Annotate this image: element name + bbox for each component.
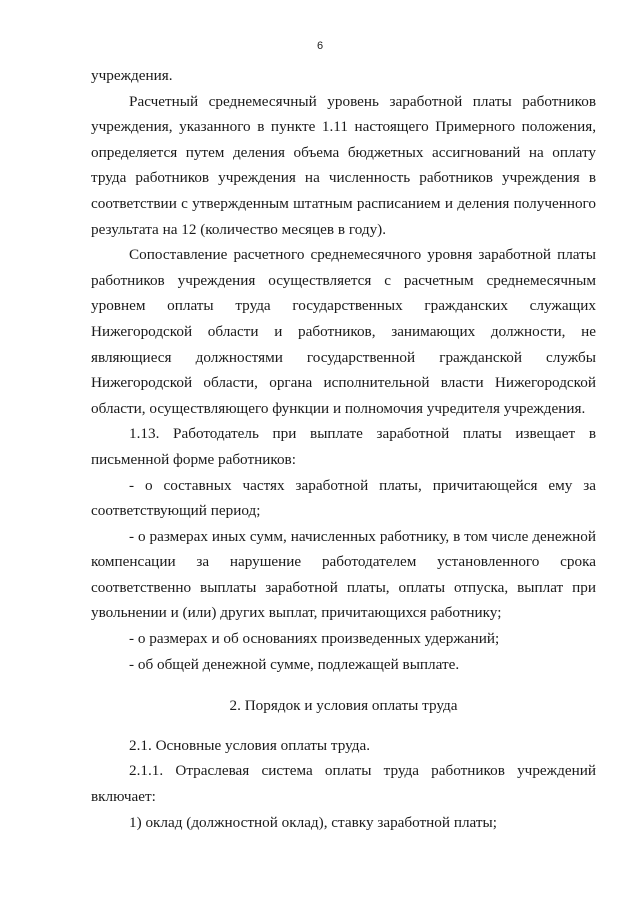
paragraph-2-1-basic-conditions: 2.1. Основные условия оплаты труда. <box>129 736 371 754</box>
paragraph-2-1-1-system-includes: 2.1.1. Отраслевая система оплаты труда работников учреждений включает: <box>91 762 596 806</box>
list-item-salary-components: - о составных частях заработной платы, причитающейся ему за соответствующий период; <box>91 476 596 520</box>
list-item-total-sum: - об общей денежной сумме, подлежащей выплате. <box>129 655 460 673</box>
section-heading: 2. Порядок и условия оплаты труда <box>229 697 458 715</box>
paragraph-salary-comparison: Сопоставление расчетного среднемесячного уровня заработной платы работников учреждения осуществляется с расчетным среднемесячным уровнем оплаты труда государственных гражданских служащих Нижегородской области и работников, занимающих должности, не являющиеся должностями государственной гражданской службы Нижегородской области, органа исполнительной власти Нижегородской области, осуществляющего функции и полномочия учредителя учреждения. <box>91 246 596 417</box>
page-number: 6 <box>316 40 324 52</box>
paragraph-continuation: учреждения. <box>91 67 173 84</box>
paragraph-average-salary-level: Расчетный среднемесячный уровень заработной платы работников учреждения, указанного в пункте 1.11 настоящего Примерного положения, определяется путем деления объема бюджетных ассигнований на оплату труда работников учреждения на численность работников учреждения в соответствии с утвержденным штатным расписанием и деления полученного результата на 12 (количество месяцев в году). <box>91 92 596 238</box>
list-item-base-salary: 1) оклад (должностной оклад), ставку заработной платы; <box>129 813 497 831</box>
list-item-other-sums: - о размерах иных сумм, начисленных работнику, в том числе денежной компенсации за нарушение работодателем установленного срока соответственно выплаты заработной платы, оплаты отпуска, выплат при увольнении и (или) других выплат, причитающихся работнику; <box>91 527 596 622</box>
document-body <box>91 63 596 835</box>
paragraph-1-13-employer-notice: 1.13. Работодатель при выплате заработной платы извещает в письменной форме работников: <box>91 425 596 468</box>
list-item-deductions: - о размерах и об основаниях произведенных удержаний; <box>129 630 500 648</box>
